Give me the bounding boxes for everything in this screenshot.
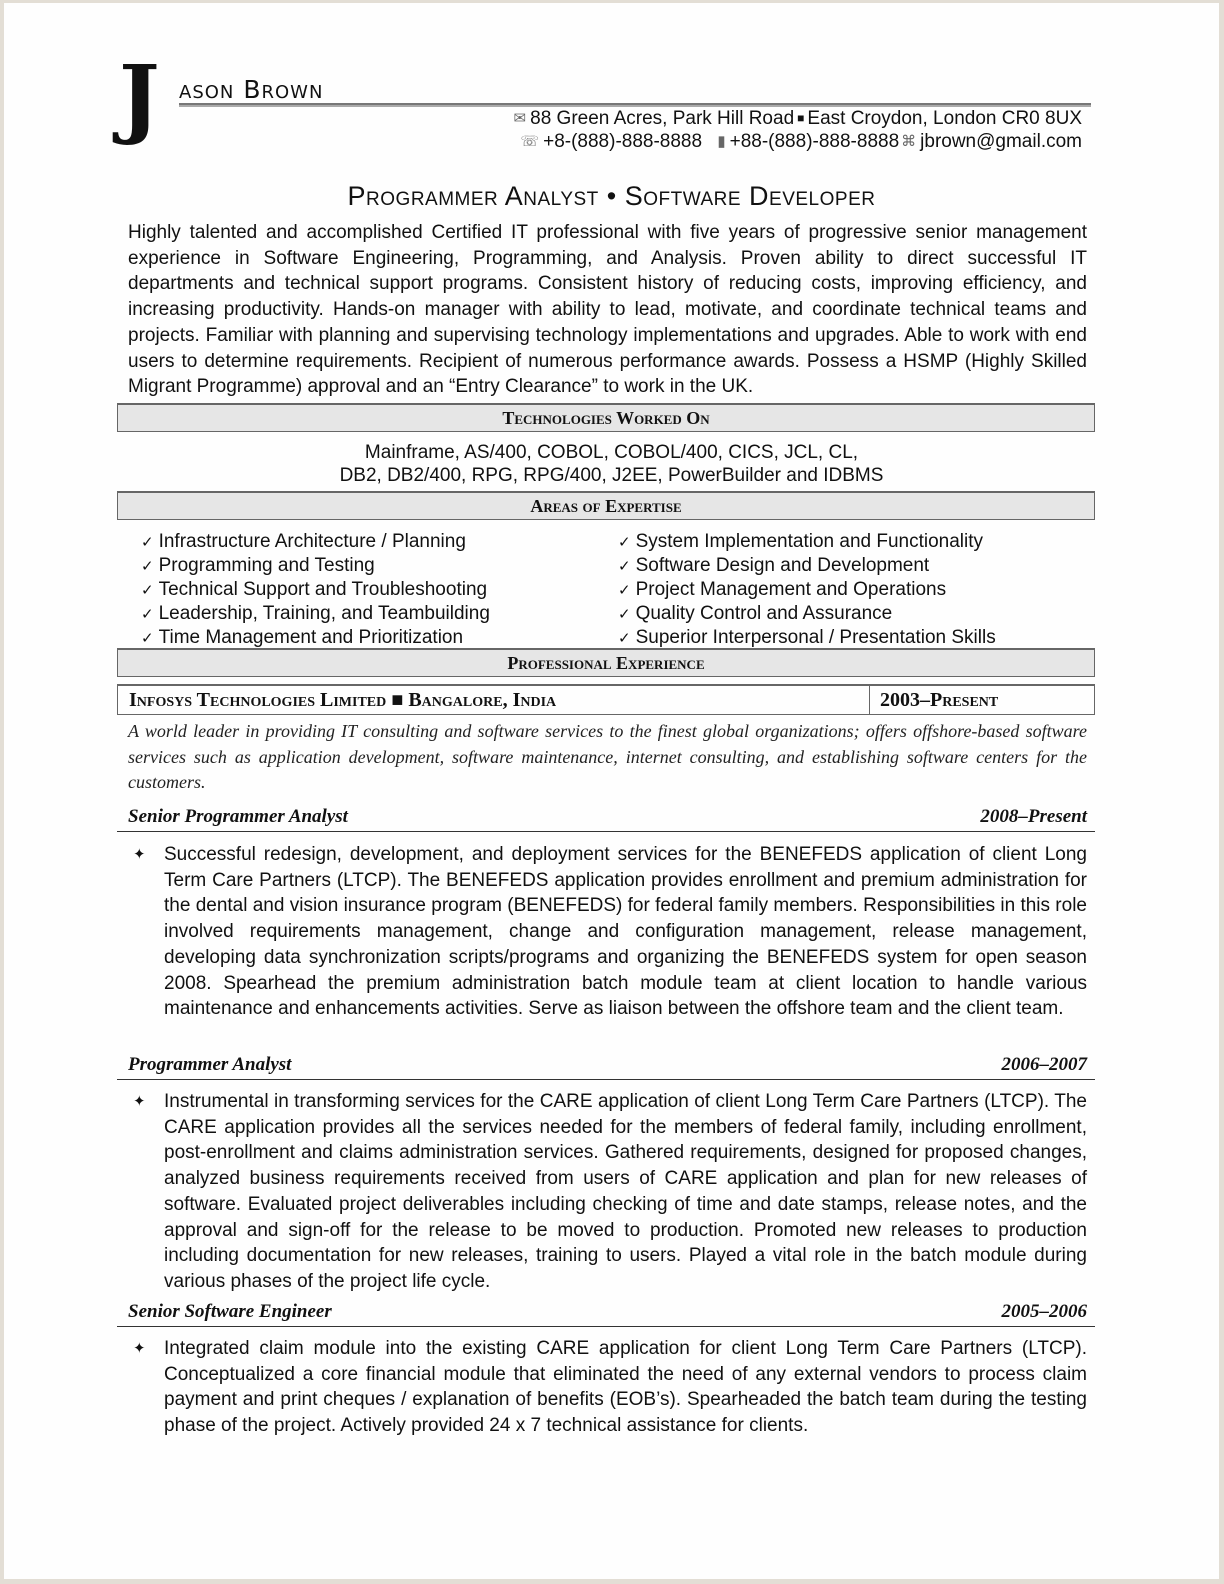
role-dates: 2006–2007	[1001, 1054, 1087, 1075]
checkmark-icon: ✓	[618, 629, 631, 647]
summary-paragraph: Highly talented and accomplished Certified IT professional with five years of progressive senior management experience in Software Engineering, Programming, and Analysis. Proven ability to direct successful IT departments and technical support programs. Consistent history of reducing costs, improving efficiency, and increasing productivity. Hands-on manager with ability to lead, motivate, and coordinate technical teams and projects. Familiar with planning and supervising technology implementations and upgrades. Able to work with end users to determine requirements. Recipient of numerous performance awards. Possess a HSMP (Highly Skilled Migrant Programme) approval and an “Entry Clearance” to work in the UK.	[128, 222, 1087, 398]
checkmark-icon: ✓	[141, 557, 154, 575]
resume-page	[4, 3, 1219, 1579]
mobile-number: +88-(888)-888-8888	[729, 131, 900, 152]
expertise-item: ✓ Time Management and Prioritization	[141, 627, 464, 648]
role-title: Senior Software Engineer	[128, 1301, 332, 1322]
email-link[interactable]: jbrown@gmail.com	[920, 131, 1082, 152]
expertise-item: ✓ Programming and Testing	[141, 555, 375, 576]
section-header-experience: Professional Experience	[117, 648, 1095, 677]
company-header	[117, 684, 1095, 715]
expertise-item: ✓ Superior Interpersonal / Presentation Skills	[618, 627, 996, 648]
mouse-icon: ⌘	[901, 133, 917, 150]
envelope-icon: ✉	[513, 110, 527, 127]
address-city: East Croydon, London CR0 8UX	[807, 108, 1082, 129]
checkmark-icon: ✓	[141, 629, 154, 647]
role-dates: 2005–2006	[1001, 1301, 1087, 1322]
role-header	[117, 1054, 1095, 1080]
role-bullet	[128, 842, 1087, 1022]
role-bullet	[128, 1336, 1087, 1439]
section-header-technologies: Technologies Worked On	[117, 403, 1095, 432]
role-dates: 2008–Present	[980, 806, 1087, 827]
checkmark-icon: ✓	[618, 533, 631, 551]
name-rest: ason Brown	[179, 75, 324, 104]
section-header-expertise: Areas of Expertise	[117, 491, 1095, 520]
role-bullet	[128, 1089, 1087, 1295]
company-name: Infosys Technologies Limited ■ Bangalore, India	[129, 689, 557, 711]
technologies-line-1: Mainframe, AS/400, COBOL, COBOL/400, CICS, JCL, CL,	[364, 442, 859, 463]
role-header	[117, 806, 1095, 832]
star-bullet-icon: ✦	[133, 845, 146, 863]
checkmark-icon: ✓	[141, 581, 154, 599]
expertise-item: ✓ Infrastructure Architecture / Planning	[141, 531, 466, 552]
checkmark-icon: ✓	[618, 557, 631, 575]
checkmark-icon: ✓	[618, 581, 631, 599]
checkmark-icon: ✓	[618, 605, 631, 623]
expertise-item: ✓ Quality Control and Assurance	[618, 603, 893, 624]
company-dates: 2003–Present	[869, 686, 1094, 714]
address-street: 88 Green Acres, Park Hill Road	[530, 108, 795, 129]
expertise-column-right	[618, 530, 996, 650]
role-title: Programmer Analyst	[128, 1054, 292, 1075]
telephone-icon: ☏	[520, 133, 540, 150]
expertise-item: ✓ Project Management and Operations	[618, 579, 947, 600]
checkmark-icon: ✓	[141, 533, 154, 551]
expertise-item: ✓ Software Design and Development	[618, 555, 930, 576]
separator-square: ■	[797, 111, 805, 125]
role-description: Successful redesign, development, and deployment services for the BENEFEDS application of client Long Term Care Partners (LTCP). The BENEFEDS application provides enrollment and premium administration for the dental and vision insurance program (BENEFEDS) for federal family members. Responsibilities in this role involved requirements management, change and configuration management, release management, developing data synchronization scripts/programs and organizing the BENEFEDS system for open season 2008. Spearhead the premium administration batch module team at client location to handle various maintenance and enhancements activities. Serve as liaison between the offshore team and the client team.	[164, 844, 1087, 1020]
technologies-list	[4, 441, 1219, 487]
star-bullet-icon: ✦	[133, 1339, 146, 1357]
expertise-item: ✓ Leadership, Training, and Teambuilding	[141, 603, 490, 624]
role-description: Instrumental in transforming services for the CARE application of client Long Term Care Partners (LTCP). The CARE application provides all the services needed for the members of federal family, including enrollment, post-enrollment and claims administration services. Gathered requirements, designed for proposed changes, analyzed business requirements received from users of CARE application and plan for new releases of software. Evaluated project deliverables including checking of time and date stamps, release notes, and the approval and sign-off for the release to be moved to production. Promoted new releases to production including documentation for new releases, training to users. Played a vital role in the batch module during various phases of the project life cycle.	[164, 1091, 1087, 1292]
checkmark-icon: ✓	[141, 605, 154, 623]
phone-number: +8-(888)-888-8888	[543, 131, 703, 152]
resume-title: Programmer Analyst • Software Developer	[347, 181, 876, 211]
technologies-line-2: DB2, DB2/400, RPG, RPG/400, J2EE, PowerBuilder and IDBMS	[339, 465, 884, 486]
role-header	[117, 1301, 1095, 1327]
expertise-item: ✓ System Implementation and Functionality	[618, 531, 984, 552]
star-bullet-icon: ✦	[133, 1092, 146, 1110]
name-initial: J	[119, 47, 160, 148]
header-rule	[179, 103, 1091, 107]
company-description: A world leader in providing IT consulting and software services to the finest global organizations; offers offshore-based software services such as application development, software maintenance, internet consulting, and establishing software centers for the customers.	[128, 721, 1087, 792]
expertise-item: ✓ Technical Support and Troubleshooting	[141, 579, 488, 600]
phone-line	[520, 131, 1082, 153]
expertise-column-left	[141, 530, 490, 650]
role-description: Integrated claim module into the existing CARE application for client Long Term Care Partners (LTCP). Conceptualized a core financial module that eliminated the need of any external vendors to process claim payment and print cheques / explanation of benefits (EOB’s). Spearheaded the batch team during the testing phase of the project. Actively provided 24 x 7 technical assistance for clients.	[164, 1338, 1087, 1437]
mobile-phone-icon: ▮	[717, 133, 726, 150]
role-title: Senior Programmer Analyst	[128, 806, 348, 827]
address-line	[514, 108, 1082, 130]
